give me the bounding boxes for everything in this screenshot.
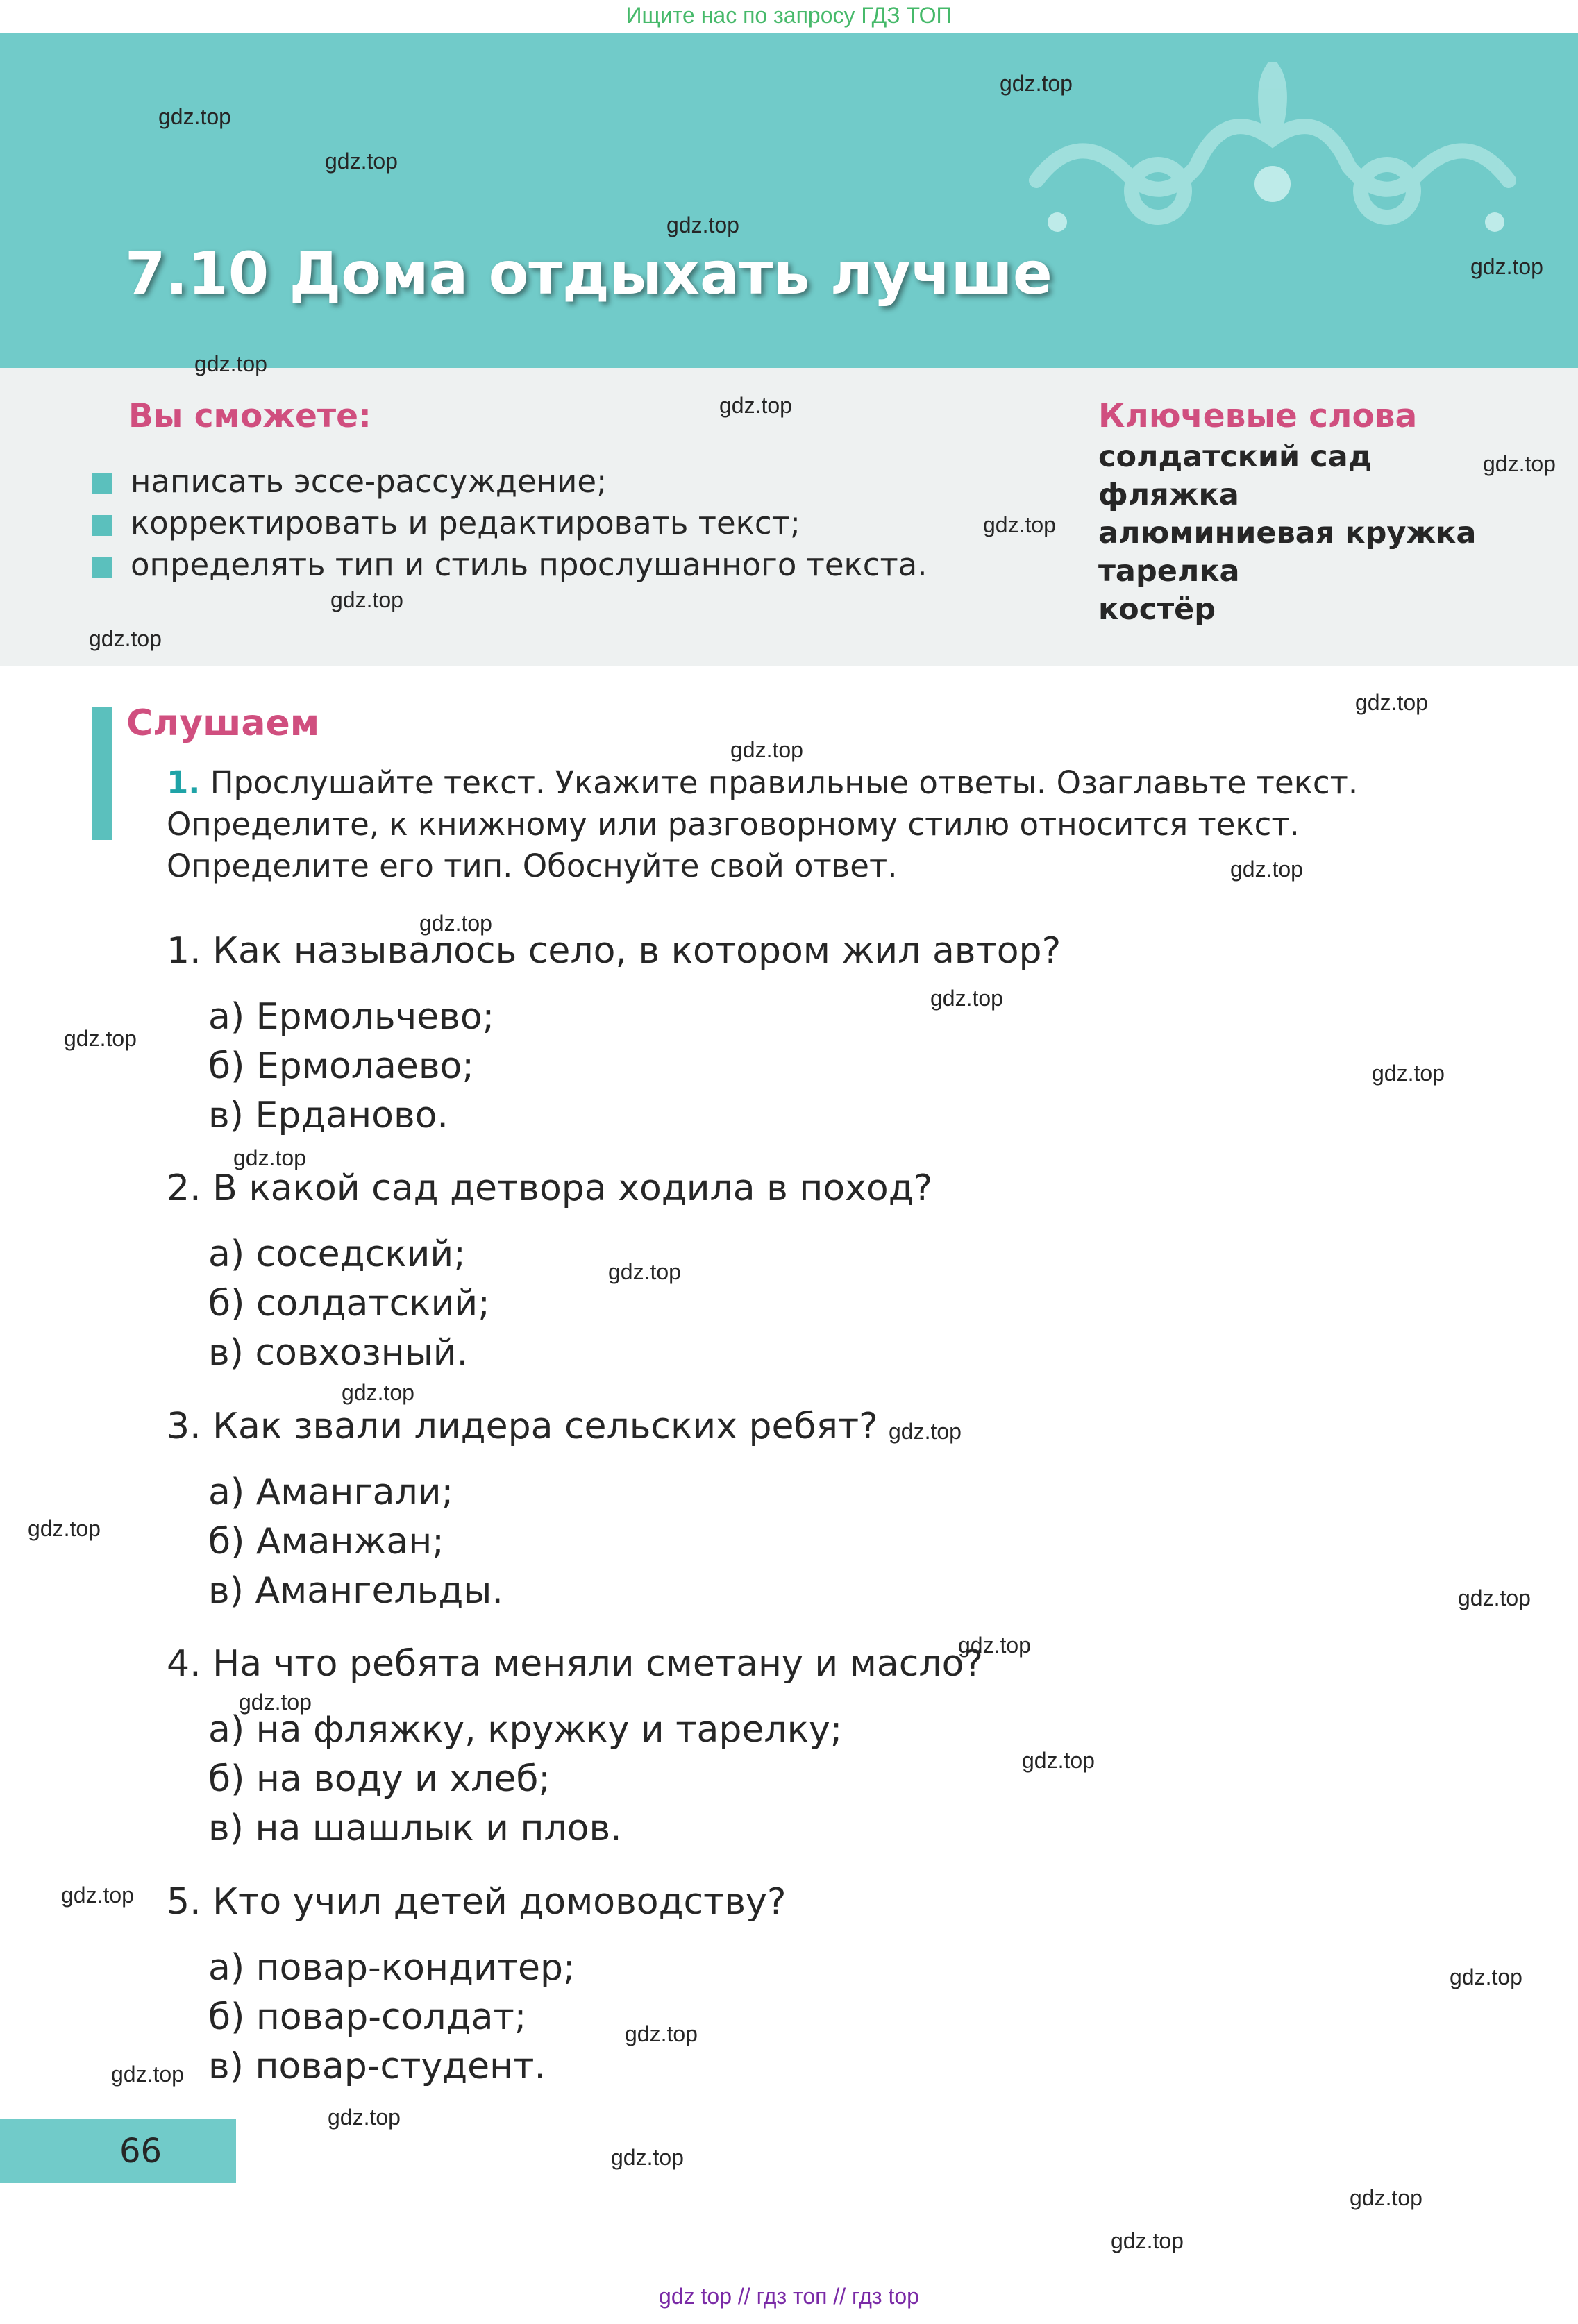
- watermark: gdz.top: [1470, 254, 1543, 279]
- watermark: gdz.top: [1355, 690, 1428, 715]
- task-number: 1.: [167, 764, 201, 801]
- square-bullet-icon: [92, 557, 112, 578]
- answer-option: а) Амангали;: [208, 1472, 454, 1513]
- watermark: gdz.top: [1458, 1585, 1531, 1610]
- answer-option: б) Ермолаево;: [208, 1045, 474, 1087]
- answer-option: в) совхозный.: [208, 1332, 469, 1374]
- footer-links: gdz top // гдз топ // гдз top: [659, 2284, 919, 2309]
- watermark: gdz.top: [111, 2062, 184, 2087]
- goals-heading: Вы сможете:: [128, 397, 371, 435]
- watermark: gdz.top: [1111, 2228, 1184, 2253]
- square-bullet-icon: [92, 473, 112, 494]
- watermark: gdz.top: [1000, 71, 1073, 96]
- goal-item: написать эссе-рассуждение;: [92, 463, 607, 500]
- answer-option: а) соседский;: [208, 1233, 466, 1275]
- keyword: алюминиевая кружка: [1098, 516, 1477, 550]
- watermark: gdz.top: [958, 1633, 1031, 1658]
- watermark: gdz.top: [158, 104, 231, 129]
- keyword: тарелка: [1098, 554, 1240, 589]
- watermark: gdz.top: [1450, 1964, 1522, 1989]
- section-heading: Слушаем: [126, 702, 320, 744]
- answer-option: в) Амангельды.: [208, 1570, 503, 1612]
- keyword: костёр: [1098, 592, 1216, 627]
- watermark: gdz.top: [983, 512, 1056, 537]
- answer-option: а) Ермольчево;: [208, 996, 495, 1038]
- top-note: Ищите нас по запросу ГДЗ ТОП: [626, 3, 952, 28]
- watermark: gdz.top: [666, 212, 739, 237]
- watermark: gdz.top: [608, 1259, 681, 1284]
- watermark: gdz.top: [419, 911, 492, 936]
- watermark: gdz.top: [1350, 2185, 1422, 2210]
- goal-item: корректировать и редактировать текст;: [92, 505, 800, 541]
- watermark: gdz.top: [328, 2105, 401, 2130]
- watermark: gdz.top: [730, 737, 803, 762]
- watermark: gdz.top: [719, 393, 792, 418]
- square-bullet-icon: [92, 515, 112, 536]
- question: 5. Кто учил детей домоводству?: [167, 1881, 787, 1923]
- watermark: gdz.top: [233, 1145, 306, 1170]
- question: 2. В какой сад детвора ходила в поход?: [167, 1168, 933, 1209]
- watermark: gdz.top: [64, 1026, 137, 1051]
- answer-option: б) повар-солдат;: [208, 1996, 527, 2038]
- lesson-title: 7.10 Дома отдыхать лучше: [125, 239, 1052, 308]
- watermark: gdz.top: [89, 626, 162, 651]
- watermark: gdz.top: [239, 1690, 312, 1715]
- watermark: gdz.top: [625, 2021, 698, 2046]
- page-number: 66: [119, 2132, 162, 2171]
- answer-option: в) Ерданово.: [208, 1095, 448, 1136]
- watermark: gdz.top: [28, 1516, 101, 1541]
- answer-option: в) на шашлык и плов.: [208, 1808, 622, 1849]
- keyword: фляжка: [1098, 478, 1239, 512]
- keywords-heading: Ключевые слова: [1098, 397, 1418, 435]
- answer-option: а) повар-кондитер;: [208, 1947, 576, 1989]
- answer-option: б) солдатский;: [208, 1283, 490, 1324]
- answer-option: в) повар-студент.: [208, 2046, 546, 2087]
- watermark: gdz.top: [889, 1419, 962, 1444]
- keyword: солдатский сад: [1098, 439, 1373, 474]
- answer-option: б) на воду и хлеб;: [208, 1758, 551, 1800]
- goal-item: определять тип и стиль прослушанного текста.: [92, 546, 928, 583]
- watermark: gdz.top: [342, 1380, 414, 1405]
- question: 1. Как называлось село, в котором жил автор?: [167, 930, 1061, 972]
- watermark: gdz.top: [61, 1883, 134, 1908]
- watermark: gdz.top: [325, 149, 398, 174]
- watermark: gdz.top: [611, 2145, 684, 2170]
- watermark: gdz.top: [330, 587, 403, 612]
- watermark: gdz.top: [194, 351, 267, 376]
- watermark: gdz.top: [1022, 1748, 1095, 1773]
- watermark: gdz.top: [1483, 451, 1556, 476]
- question: 3. Как звали лидера сельских ребят?: [167, 1406, 878, 1447]
- task-text: Прослушайте текст. Укажите правильные ответы. Озаглавьте текст. Определите, к книжному или разговорному стилю относится текст. Определите его тип. Обоснуйте свой ответ.: [167, 764, 1359, 884]
- answer-option: а) на фляжку, кружку и тарелку;: [208, 1709, 843, 1751]
- question: 4. На что ребята меняли сметану и масло?: [167, 1643, 984, 1685]
- answer-option: б) Аманжан;: [208, 1521, 444, 1563]
- section-marker: [92, 707, 112, 840]
- watermark: gdz.top: [930, 986, 1003, 1011]
- watermark: gdz.top: [1230, 857, 1303, 882]
- watermark: gdz.top: [1372, 1061, 1445, 1086]
- ornament-decoration: [995, 62, 1550, 271]
